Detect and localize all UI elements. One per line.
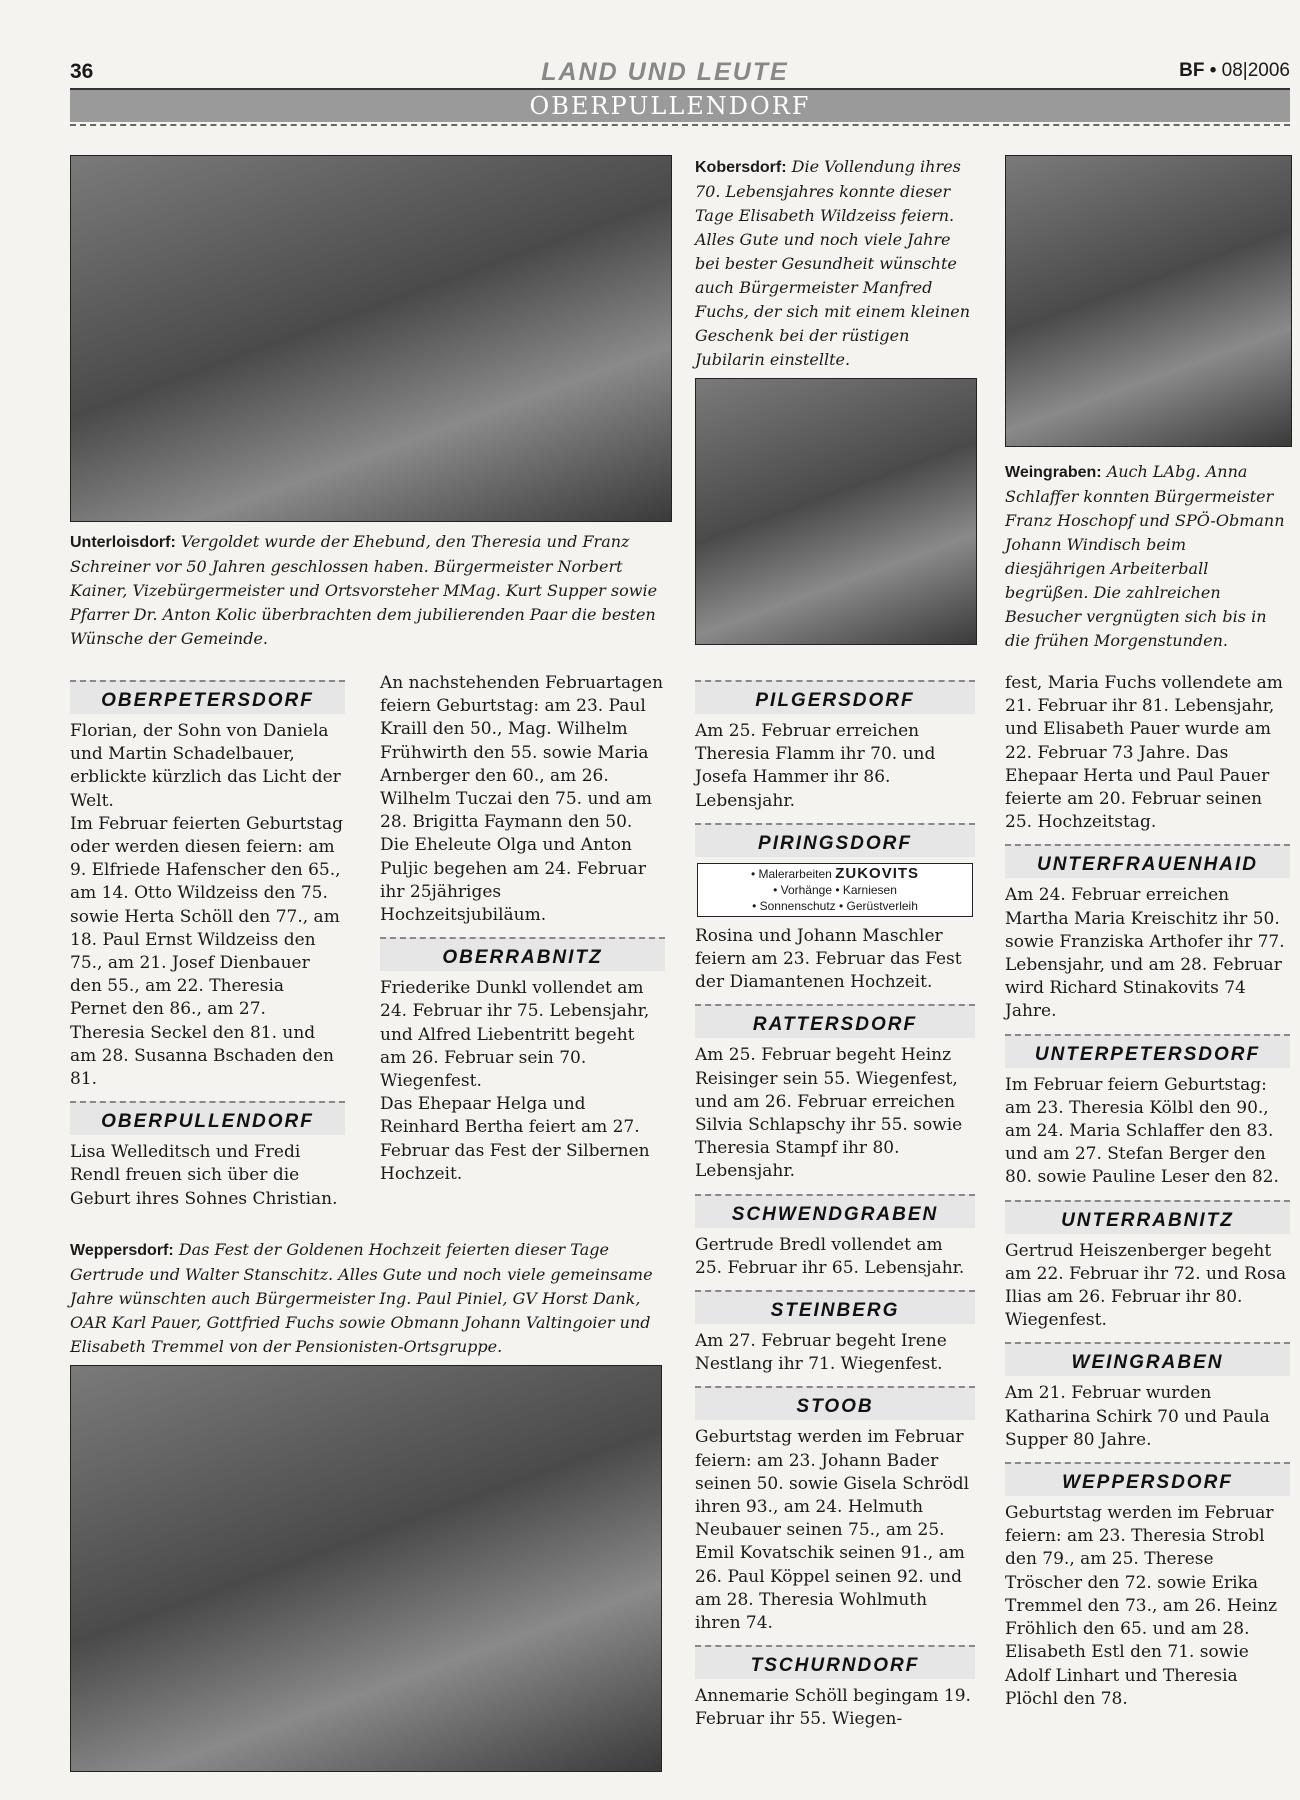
ad-line-2: • Vorhänge • Karniesen	[773, 882, 897, 897]
text-oberpullendorf-birthdays: An nachstehenden Februartagen feiern Geburtstag: am 23. Paul Kraill den 50., Mag. Wilhelm Frühwirth den 55. sowie Maria Arnberger den 60., am 26. Wilhelm Tuczai den 75. und am 28. Brigitta Faymann den 50.	[380, 673, 664, 833]
caption-place: Weingraben:	[1005, 464, 1102, 481]
photo-kobersdorf	[695, 378, 977, 645]
caption-place: Kobersdorf:	[695, 159, 787, 176]
heading-weppersdorf: WEPPERSDORF	[1005, 1462, 1290, 1496]
heading-unterrabnitz: UNTERRABNITZ	[1005, 1200, 1290, 1234]
caption-kobersdorf	[695, 155, 975, 372]
column-2	[380, 672, 665, 1186]
heading-rattersdorf: RATTERSDORF	[695, 1004, 975, 1038]
text-piringsdorf: Rosina und Johann Maschler feiern am 23. Februar das Fest der Diamantenen Hochzeit.	[695, 925, 962, 993]
text-tschurndorf-continued: fest, Maria Fuchs vollendete am 21. Februar ihr 81. Lebensjahr, und Elisabeth Pauer wurde am 22. Februar 73 Jahre. Das Ehepaar Herta und Paul Pauer feierte am 20. Februar seinen 25. Hochzeitstag.	[1005, 673, 1283, 833]
caption-text: Auch LAbg. Anna Schlaffer konnten Bürgermeister Franz Hoschopf und SPÖ-Obmann Johann Windisch beim diesjährigen Arbeiterball begrüßen. Die zahlreichen Besucher vergnügten sich bis in die frühen Morgenstunden.	[1005, 462, 1285, 650]
heading-pilgersdorf: PILGERSDORF	[695, 680, 975, 714]
photo-weingraben	[1005, 155, 1292, 447]
caption-weingraben	[1005, 460, 1290, 653]
ad-brand: ZUKOVITS	[835, 864, 920, 882]
text-oberpetersdorf-birth: Florian, der Sohn von Daniela und Martin Schadelbauer, erblickte kürzlich das Licht der Welt.	[70, 721, 341, 811]
ad-line-3: • Sonnenschutz • Gerüstverleih	[752, 898, 918, 913]
text-oberpullendorf-birth: Lisa Welleditsch und Fredi Rendl freuen sich über die Geburt ihres Sohnes Christian.	[70, 1142, 338, 1209]
ad-line-1	[698, 866, 972, 882]
page-number: 36	[70, 60, 94, 83]
magazine-issue	[1100, 60, 1290, 82]
text-weppersdorf: Geburtstag werden im Februar feiern: am 23. Theresia Strobl den 79., am 25. Therese Tröscher den 72. sowie Erika Tremmel den 73., am 26. Heinz Fröhlich den 65. und am 28. Elisabeth Estl den 71. sowie Adolf Linhart und Theresia Plöchl den 78.	[1005, 1503, 1278, 1709]
text-rattersdorf: Am 25. Februar begeht Heinz Reisinger sein 55. Wiegenfest, und am 26. Februar erreichen Silvia Schlapschy ihr 55. sowie Theresia Stampf ihr 80. Lebensjahr.	[695, 1045, 963, 1182]
caption-weppersdorf	[70, 1238, 665, 1359]
issue-date: 08|2006	[1221, 60, 1290, 81]
text-steinberg: Am 27. Februar begeht Irene Nestlang ihr 71. Wiegenfest.	[695, 1331, 947, 1375]
caption-text: Die Vollendung ihres 70. Lebensjahres konnte dieser Tage Elisabeth Wildzeiss feiern. Alles Gute und noch viele Jahre bei bester Gesundheit wünschte auch Bürgermeister Manfred Fuchs, der sich mit einem kleinen Geschenk bei der rüstigen Jubilarin einstellte.	[695, 157, 971, 369]
heading-schwendgraben: SCHWENDGRABEN	[695, 1194, 975, 1228]
region-banner: OBERPULLENDORF	[520, 90, 820, 122]
heading-weingraben: WEINGRABEN	[1005, 1342, 1290, 1376]
heading-oberrabnitz: OBERRABNITZ	[380, 937, 665, 971]
caption-text: Vergoldet wurde der Ehebund, den Theresia und Franz Schreiner vor 50 Jahren geschlossen haben. Bürgermeister Norbert Kainer, Vizebürgermeister und Ortsvorsteher MMag. Kurt Supper sowie Pfarrer Dr. Anton Kolic überbrachten dem jubilierenden Paar die besten Wünsche der Gemeinde.	[70, 532, 658, 648]
text-oberpullendorf-anniversary: Die Eheleute Olga und Anton Puljic begehen am 24. Februar ihr 25jähriges Hochzeitsjubiläum.	[380, 835, 646, 926]
heading-steinberg: STEINBERG	[695, 1290, 975, 1324]
caption-unterloisdorf	[70, 530, 660, 651]
column-1	[70, 680, 345, 1211]
text-oberpetersdorf-birthdays: Im Februar feierten Geburtstag oder werden diesen feiern: am 9. Elfriede Hafenscher den 65., am 14. Otto Wildzeiss den 75. sowie Herta Schöll den 77., am 18. Paul Ernst Wildzeiss den 75., am 21. Josef Dienbauer den 55., am 22. Theresia Pernet den 86., am 27. Theresia Seckel den 81. und am 28. Susanna Bschaden den 81.	[70, 813, 344, 1090]
photo-unterloisdorf	[70, 155, 672, 522]
caption-place: Unterloisdorf:	[70, 534, 176, 551]
section-title: LAND UND LEUTE	[541, 58, 789, 86]
photo-weppersdorf	[70, 1365, 662, 1772]
header-dash-line	[70, 124, 1290, 126]
caption-text: Das Fest der Goldenen Hochzeit feierten dieser Tage Gertrude und Walter Stanschitz. Alles Gute und noch viele gemeinsame Jahre wünschten auch Bürgermeister Ing. Paul Piniel, GV Horst Dank, OAR Karl Pauer, Gottfried Fuchs sowie Obmann Johann Valtingoier und Elisabeth Tremmel von der Pensionisten-Ortsgruppe.	[70, 1240, 653, 1356]
text-schwendgraben: Gertrude Bredl vollendet am 25. Februar ihr 65. Lebensjahr.	[695, 1234, 965, 1278]
text-oberrabnitz-anniversary: Das Ehepaar Helga und Reinhard Bertha feiert am 27. Februar das Fest der Silbernen Hochzeit.	[380, 1094, 650, 1184]
caption-place: Weppersdorf:	[70, 1242, 174, 1259]
column-3	[695, 680, 975, 1732]
text-unterpetersdorf: Im Februar feiern Geburtstag: am 23. Theresia Kölbl den 90., am 24. Maria Schlaffer den 83. und am 27. Stefan Berger den 80. sowie Pauline Leser den 82.	[1005, 1074, 1279, 1188]
heading-oberpetersdorf: OBERPETERSDORF	[70, 680, 345, 714]
text-unterfrauenhaid: Am 24. Februar erreichen Martha Maria Kreischitz ihr 50. sowie Franziska Arthofer ihr 77. Lebensjahr, und am 28. Februar wird Richard Stinakovits 74 Jahre.	[1005, 885, 1285, 1022]
text-pilgersdorf: Am 25. Februar erreichen Theresia Flamm ihr 70. und Josefa Hammer ihr 86. Lebensjahr.	[695, 721, 936, 811]
heading-oberpullendorf: OBERPULLENDORF	[70, 1101, 345, 1135]
heading-stoob: STOOB	[695, 1386, 975, 1420]
text-stoob: Geburtstag werden im Februar feiern: am 23. Johann Bader seinen 50. sowie Gisela Schrödl ihren 93., am 24. Helmuth Neubauer seinen 75., am 25. Emil Kovatschik seinen 91., am 26. Paul Köppel seinen 92. und am 28. Theresia Wohlmuth ihren 74.	[695, 1427, 970, 1634]
separator-dot: •	[1209, 60, 1217, 81]
heading-piringsdorf: PIRINGSDORF	[695, 823, 975, 857]
advertisement-zukovits	[697, 863, 973, 917]
heading-tschurndorf: TSCHURNDORF	[695, 1645, 975, 1679]
heading-unterfrauenhaid: UNTERFRAUENHAID	[1005, 844, 1290, 878]
heading-unterpetersdorf: UNTERPETERSDORF	[1005, 1034, 1290, 1068]
column-4	[1005, 672, 1290, 1711]
text-tschurndorf: Annemarie Schöll begingam 19. Februar ihr 55. Wiegen-	[695, 1686, 971, 1730]
text-oberrabnitz-birthdays: Friederike Dunkl vollendet am 24. Februar ihr 75. Lebensjahr, und Alfred Liebentritt begeht am 26. Februar sein 70. Wiegenfest.	[380, 978, 650, 1092]
text-weingraben: Am 21. Februar wurden Katharina Schirk 70 und Paula Supper 80 Jahre.	[1005, 1383, 1270, 1450]
magazine-name: BF	[1179, 60, 1205, 81]
text-unterrabnitz: Gertrud Heiszenberger begeht am 22. Februar ihr 72. und Rosa Ilias am 26. Februar ihr 80. Wiegenfest.	[1005, 1240, 1287, 1331]
ad-line1-prefix: • Malerarbeiten	[750, 866, 832, 881]
